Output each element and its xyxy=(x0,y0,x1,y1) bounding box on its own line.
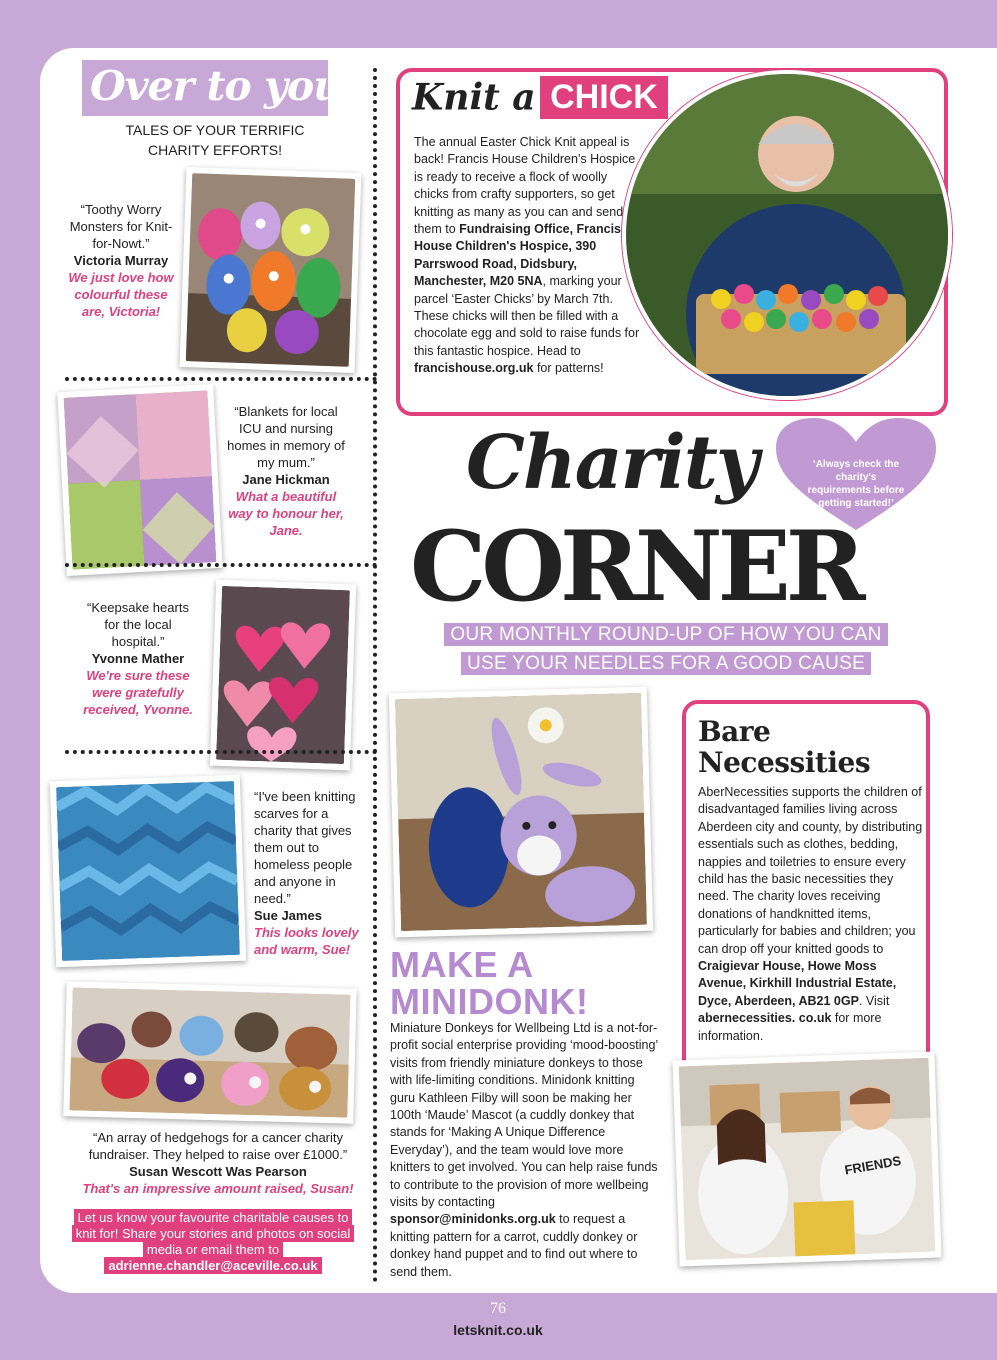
divider xyxy=(65,563,377,567)
feature-title-script: Charity xyxy=(466,420,757,506)
bare-address: Craigievar House, Howe Moss Avenue, Kirkhill Industrial Estate, Dyce, Aberdeen, AB21 0GP xyxy=(698,959,897,1008)
cta-box xyxy=(66,1210,360,1274)
header-title: Over to you xyxy=(90,62,343,110)
minidonk-title-2: MINIDONK! xyxy=(390,981,589,1022)
photo-chicks xyxy=(622,70,952,400)
letter-name: Jane Hickman xyxy=(242,472,330,487)
footer-site[interactable]: letsknit.co.uk xyxy=(453,1322,543,1338)
knit-chick-address: Fundraising Office, Francis House Children's Hospice, 390 Parrswood Road, Didsbury, Manchester, M20 5NA xyxy=(414,222,622,289)
divider xyxy=(65,377,377,381)
feature-title-caps: CORNER xyxy=(410,510,861,623)
cta-email[interactable]: adrienne.chandler@aceville.co.uk xyxy=(104,1257,321,1274)
letter-quote: “Toothy Worry Monsters for Knit-for-Nowt.” xyxy=(69,202,173,251)
minidonk-email[interactable]: sponsor@minidonks.org.uk xyxy=(390,1212,556,1227)
cta-text: Let us know your favourite charitable causes to knit for! Share your stories and photos on social media or email them to xyxy=(72,1209,355,1258)
magazine-page xyxy=(40,48,997,1293)
knit-chick-site[interactable]: francishouse.org.uk xyxy=(414,361,534,376)
column-divider xyxy=(373,68,377,1283)
letter-reply: We just love how colourful these are, Victoria! xyxy=(68,270,174,319)
photo-blankets xyxy=(57,384,222,576)
hearts-illustration xyxy=(216,586,350,764)
chicks-illustration xyxy=(626,74,948,396)
letter-4 xyxy=(254,788,366,958)
divider xyxy=(65,750,377,754)
feature-strap xyxy=(406,620,926,678)
photo-scarf xyxy=(50,775,246,968)
letter-reply: That's an impressive amount raised, Susan! xyxy=(82,1181,354,1196)
minidonk-body: Miniature Donkeys for Wellbeing Ltd is a not-for-profit social enterprise providing ‘mood-boosting’ visits from friendly miniature donkeys to those with life-limiting conditions. Minidonk knitting guru Kathleen Filby will soon be making her 100th ‘Maude’ Mascot (a cuddly donkey that stands for ‘Making A Unique Difference Everyday’), and the team would love more knitters to get involved. You can help raise funds to contribute to the provision of more wellbeing visits by contacting sponsor@minidonks.org.uk to request a knitting pattern for a carrot, cuddly donkey or donkey hand puppet and to find out where to send them. xyxy=(390,1021,658,1279)
letter-quote: “Blankets for local ICU and nursing homes in memory of my mum.” xyxy=(227,404,345,470)
strap-line-2: USE YOUR NEEDLES FOR A GOOD CAUSE xyxy=(461,652,871,675)
photo-aber xyxy=(672,1051,941,1266)
letter-quote: “I've been knitting scarves for a charity that gives them out to homeless people and anyone in need.” xyxy=(254,789,356,906)
letter-5 xyxy=(68,1129,368,1197)
letter-reply: What a beautiful way to honour her, Jane. xyxy=(228,489,344,538)
bare-title-2: Necessities xyxy=(698,746,871,779)
knit-chick-title-b: CHICK xyxy=(540,76,668,119)
photo-minidonk xyxy=(389,687,653,938)
bare-title xyxy=(698,716,870,778)
bare-site[interactable]: abernecessities. co.uk xyxy=(698,1011,832,1026)
minidonk-title-1: MAKE A xyxy=(390,944,534,985)
photo-hedgehogs xyxy=(63,981,356,1124)
photo-worry-monsters xyxy=(180,167,362,373)
monsters-illustration xyxy=(186,173,355,367)
letter-name: Susan Wescott Was Pearson xyxy=(129,1164,307,1179)
letter-quote: “Keepsake hearts for the local hospital.” xyxy=(87,600,189,649)
tshirt-text: FRIENDS xyxy=(843,1152,903,1178)
letter-1 xyxy=(62,201,180,320)
heart-note-text: ‘Always check the charity's requirements before getting started!’ xyxy=(807,459,905,509)
letter-name: Yvonne Mather xyxy=(91,651,185,666)
letter-reply: This looks lovely and warm, Sue! xyxy=(254,925,359,957)
knit-chick-title xyxy=(412,76,668,119)
strap-line-1: OUR MONTHLY ROUND-UP OF HOW YOU CAN xyxy=(444,623,887,646)
letter-name: Victoria Murray xyxy=(73,253,169,268)
header-subtitle: TALES OF YOUR TERRIFIC CHARITY EFFORTS! xyxy=(125,122,305,158)
header-title-box xyxy=(82,60,343,116)
hedgehogs-illustration xyxy=(69,987,350,1117)
letter-2 xyxy=(226,403,346,539)
minidonk-title xyxy=(390,946,588,1020)
knit-chick-title-a: Knit a xyxy=(412,76,536,119)
page-number: 76 xyxy=(490,1300,506,1317)
knit-chick-body: The annual Easter Chick Knit appeal is back! Francis House Children's Hospice is ready to receive a flock of woolly chicks from crafty supporters, so get knitting as many as you can and send them to Fundraising Office, Francis House Children's Hospice, 390 Parrswood Road, Didsbury, Manchester, M20 5NA, marking your parcel ‘Easter Chicks’ by March 7th. These chicks will then be filled with a chocolate egg and sold to raise funds for this fantastic hospice. Head to francishouse.org.uk for patterns! xyxy=(414,135,640,376)
letter-reply: We're sure these were gratefully received, Yvonne. xyxy=(83,668,193,717)
bare-title-1: Bare xyxy=(698,715,771,748)
letter-quote: “An array of hedgehogs for a cancer charity fundraiser. They helped to raise over £1000.” xyxy=(88,1130,348,1162)
donkey-illustration xyxy=(395,693,647,931)
scarf-illustration xyxy=(56,781,240,961)
photo-hearts xyxy=(210,580,356,771)
blanket-illustration xyxy=(64,390,217,569)
letter-name: Sue James xyxy=(254,908,322,923)
letter-3 xyxy=(78,599,198,718)
bare-body: AberNecessities supports the children of disadvantaged families living across Aberdeen city and county, by distributing essentials such as clothes, bedding, nappies and toiletries to ensure every child has the basic necessities they need. The charity loves receiving donations of handknitted items, particularly for babies and children; you can drop off your knitted goods to Craigievar House, Howe Moss Avenue, Kirkhill Industrial Estate, Dyce, Aberdeen, AB21 0GP. Visit abernecessities. co.uk for more information. xyxy=(698,785,923,1043)
